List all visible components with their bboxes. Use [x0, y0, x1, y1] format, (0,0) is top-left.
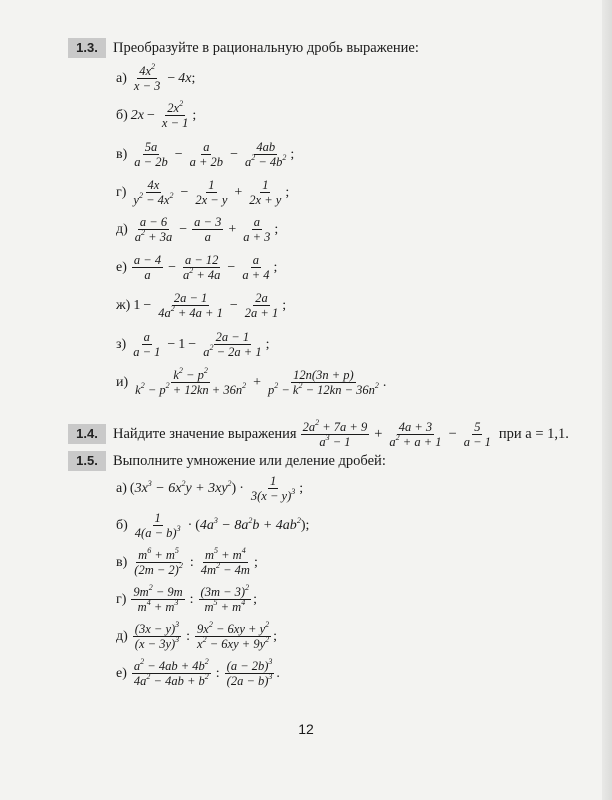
- item-1-3-zh: ж) 1 − $\frac{2a - 1}{4a^2 + 4a + 1}$ − $\frac{2a}{2a + 1}$ ;: [116, 291, 287, 320]
- item-label: е): [116, 259, 127, 275]
- item-1-3-g: г) 4x $y^2 - 4x^2$ − $\frac{1}{2x - y}$ + $\frac{1}{2x + y}$ ;: [116, 178, 290, 207]
- item-label: б): [116, 107, 128, 123]
- item-label: д): [116, 221, 128, 237]
- problem-text-1-5: Выполните умножение или деление дробей:: [113, 453, 386, 469]
- item-label: а): [116, 70, 127, 86]
- item-1-5-b: б) 1 $4(a - b)^3$ · ( $4a^3 - 8a^2b + 4ab^2$ );: [116, 511, 310, 540]
- problem-text-1-3: Преобразуйте в рациональную дробь выражение:: [113, 40, 419, 56]
- item-label: в): [116, 554, 128, 570]
- item-label: г): [116, 184, 127, 200]
- problem-1-4-tail: при a = 1,1.: [498, 426, 569, 442]
- page-edge: [602, 0, 612, 800]
- item-label: а): [116, 480, 127, 496]
- item-1-5-g: г) $9m^2 - 9m$ $m^4 + m^3$ : $(3m - 3)^2$ $m^5 + m^4$ ;: [116, 583, 257, 614]
- item-1-3-b: б) 2x − $\frac{2x^2}{x - 1}$ ;: [116, 99, 197, 130]
- item-1-5-a: а) ( $3x^3 - 6x^2y + 3xy^2$ ) · 1 $3(x - y)^3$ ;: [116, 474, 304, 503]
- item-label: в): [116, 146, 128, 162]
- item-1-3-z: з) a a − 1 − 1 − $\frac{2a - 1}{a^2 - 2a + 1}$ ;: [116, 330, 270, 359]
- page-number: 12: [298, 721, 314, 737]
- problem-text-1-4: Найдите значение выражения $2a^2 + 7a + 9$ $a^3 - 1$ + $\frac{4a + 3}{a^2 + a + 1}$ − $\frac{5}{a - 1}$ при a = 1,1.: [113, 417, 569, 449]
- item-1-3-d: д) a − 6 $a^2 + 3a$ − $\frac{a - 3}{a}$ + $\frac{a}{a + 3}$ ;: [116, 215, 279, 244]
- item-label: е): [116, 665, 127, 681]
- item-1-3-i: и) $k^2 - p^2$ $k^2 - p^2 + 12kn + 36n^2$ + $\frac{12n(3n + p)}{p^2 - k^2 - 12kn - 36n^2}$ .: [116, 366, 387, 397]
- item-1-5-v: в) $m^6 + m^5$ $(2m - 2)^2$ : $m^5 + m^4$ $4m^2 - 4m$ ;: [116, 546, 258, 577]
- problem-number-1-5: 1.5.: [68, 451, 106, 471]
- item-1-5-e: е) $a^2 - 4ab + 4b^2$ $4a^2 - 4ab + b^2$ : $(a - 2b)^3$ $(2a - b)^3$ .: [116, 657, 280, 688]
- item-1-3-a: а) $4x^2$ x − 3 − 4x ;: [116, 62, 196, 93]
- problem-number-1-3: 1.3.: [68, 38, 106, 58]
- item-1-3-e: е) a − 4 a − $\frac{a - 12}{a^2 + 4a}$ − $\frac{a}{a + 4}$ ;: [116, 253, 278, 282]
- problem-number-1-4: 1.4.: [68, 424, 106, 444]
- item-label: и): [116, 374, 129, 390]
- problem-1-4-prompt: Найдите значение выражения: [113, 426, 297, 442]
- item-label: б): [116, 517, 128, 533]
- item-label: д): [116, 628, 128, 644]
- item-label: з): [116, 336, 127, 352]
- item-label: г): [116, 591, 127, 607]
- item-1-3-v: в) 5a a − 2b − $\frac{a}{a + 2b}$ − $\frac{4ab}{a^2 - 4b^2}$ ;: [116, 140, 295, 169]
- item-label: ж): [116, 297, 131, 313]
- item-1-5-d: д) $(3x - y)^3$ $(x - 3y)^3$ : $9x^2 - 6xy + y^2$ $x^2 - 6xy + 9y^2$ ;: [116, 620, 278, 651]
